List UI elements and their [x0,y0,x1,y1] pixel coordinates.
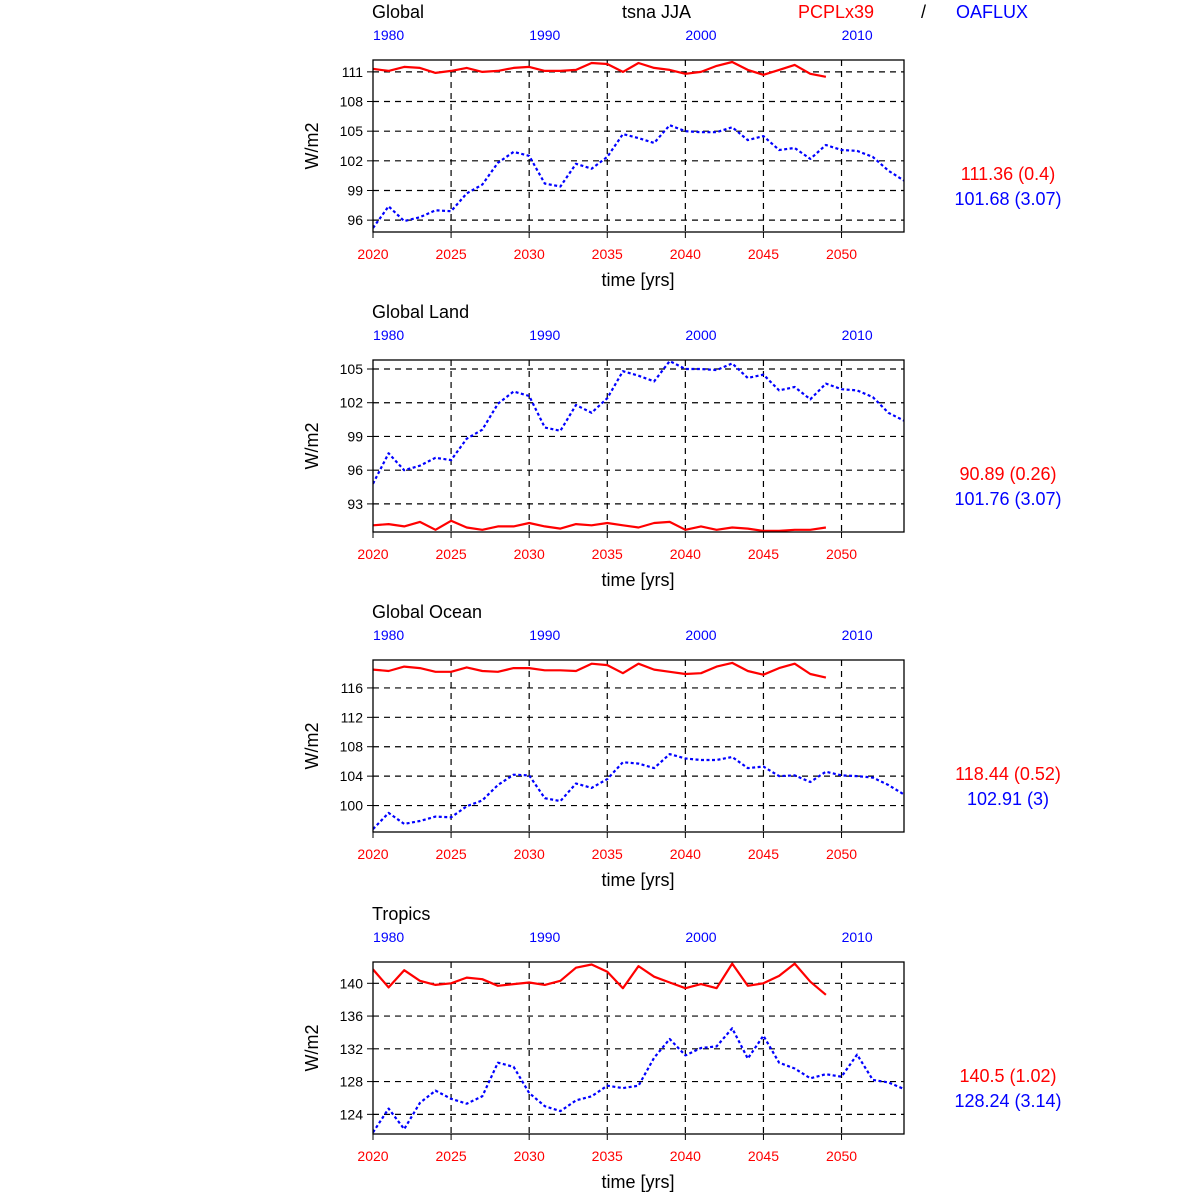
plot-frame [373,60,904,232]
obs-stats-label: 102.91 (3) [966,789,1050,809]
top-tick-label: 1980 [373,627,405,643]
panel-title: Tropics [372,904,431,924]
top-tick-label: 1990 [529,929,561,945]
model-stats-label: 111.36 (0.4) [960,164,1056,184]
y-tick-label: 100 [339,797,363,814]
obs-stats-label: 101.76 (3.07) [954,489,1062,509]
x-tick-label: 2050 [825,546,858,562]
model-stats-label: 140.5 (1.02) [959,1066,1057,1086]
top-tick-label: 2000 [685,27,717,43]
x-tick-label: 2035 [591,846,623,862]
x-tick-label: 2045 [747,846,780,862]
model-stats-label: 90.89 (0.26) [959,464,1057,484]
panel-global [302,27,1062,290]
x-tick-label: 2045 [747,246,780,262]
top-tick-label: 2010 [841,27,873,43]
panel-tropics [302,904,1062,1192]
series-line-oaflux [373,361,904,484]
x-tick-label: 2040 [669,546,701,562]
y-tick-label: 102 [339,152,363,169]
x-axis-label: time [yrs] [601,1172,675,1192]
x-tick-label: 2020 [357,1148,389,1164]
y-tick-label: 132 [339,1040,363,1057]
series-line-oaflux [373,754,904,829]
y-tick-label: 93 [347,495,363,512]
plot-frame [373,962,904,1134]
x-tick-label: 2040 [669,246,701,262]
x-tick-label: 2045 [747,1148,780,1164]
x-tick-label: 2025 [435,1148,467,1164]
y-tick-label: 105 [339,360,363,377]
x-tick-label: 2035 [591,1148,623,1164]
model-stats-label: 118.44 (0.52) [955,764,1061,784]
top-tick-label: 1990 [529,27,561,43]
y-tick-label: 99 [347,182,363,199]
x-tick-label: 2025 [435,846,467,862]
top-tick-label: 2000 [685,929,717,945]
y-tick-label: 104 [339,768,363,785]
panel-title: Global Land [372,302,470,322]
obs-legend-label: OAFLUX [956,2,1029,22]
y-axis-label: W/m2 [302,1024,322,1072]
y-tick-label: 128 [339,1073,363,1090]
x-tick-label: 2050 [825,1148,858,1164]
y-tick-label: 111 [341,63,363,80]
top-tick-label: 1990 [529,327,561,343]
panel-title-global: Global [372,2,425,22]
top-tick-label: 1990 [529,627,561,643]
model-legend-label: PCPLx39 [798,2,875,22]
obs-stats-label: 101.68 (3.07) [954,189,1062,209]
plot-frame [373,360,904,532]
x-tick-label: 2025 [435,246,467,262]
y-axis-label: W/m2 [302,722,322,770]
series-line-pcplx39 [373,964,826,995]
y-tick-label: 99 [347,428,363,445]
top-tick-label: 2000 [685,627,717,643]
y-tick-label: 96 [347,462,363,479]
x-tick-label: 2050 [825,846,858,862]
top-tick-label: 2010 [841,327,873,343]
y-tick-label: 136 [339,1008,363,1025]
y-tick-label: 124 [339,1106,363,1123]
x-tick-label: 2050 [825,246,858,262]
top-tick-label: 1980 [373,27,405,43]
x-tick-label: 2030 [513,1148,545,1164]
y-tick-label: 108 [339,738,363,755]
series-line-pcplx39 [373,663,826,678]
top-tick-label: 1980 [373,327,405,343]
y-axis-label: W/m2 [302,122,322,170]
panel-global-land [302,302,1062,590]
y-tick-label: 108 [339,93,363,110]
panel-title: Global Ocean [372,602,483,622]
x-tick-label: 2035 [591,246,623,262]
x-tick-label: 2030 [513,246,545,262]
plot-frame [373,660,904,832]
y-tick-label: 112 [340,709,363,726]
x-tick-label: 2035 [591,546,623,562]
x-tick-label: 2025 [435,546,467,562]
x-tick-label: 2040 [669,846,701,862]
x-tick-label: 2030 [513,546,545,562]
panel-global-ocean [302,602,1061,890]
y-tick-label: 116 [340,679,363,696]
x-tick-label: 2020 [357,246,389,262]
top-tick-label: 2000 [685,327,717,343]
series-line-pcplx39 [373,62,826,77]
top-tick-label: 2010 [841,929,873,945]
top-tick-label: 2010 [841,627,873,643]
figure-title: tsna JJA [622,2,692,22]
x-axis-label: time [yrs] [601,870,675,890]
x-tick-label: 2045 [747,546,780,562]
legend-separator: / [921,2,927,22]
x-tick-label: 2020 [357,846,389,862]
series-line-oaflux [373,1028,904,1132]
top-tick-label: 1980 [373,929,405,945]
x-axis-label: time [yrs] [601,570,675,590]
y-tick-label: 105 [339,123,363,140]
y-tick-label: 96 [347,212,363,229]
y-axis-label: W/m2 [302,422,322,470]
series-line-pcplx39 [373,521,826,531]
x-tick-label: 2020 [357,546,389,562]
x-axis-label: time [yrs] [601,270,675,290]
series-line-oaflux [373,125,904,228]
x-tick-label: 2040 [669,1148,701,1164]
obs-stats-label: 128.24 (3.14) [954,1091,1062,1111]
x-tick-label: 2030 [513,846,545,862]
y-tick-label: 102 [339,394,363,411]
y-tick-label: 140 [339,975,363,992]
